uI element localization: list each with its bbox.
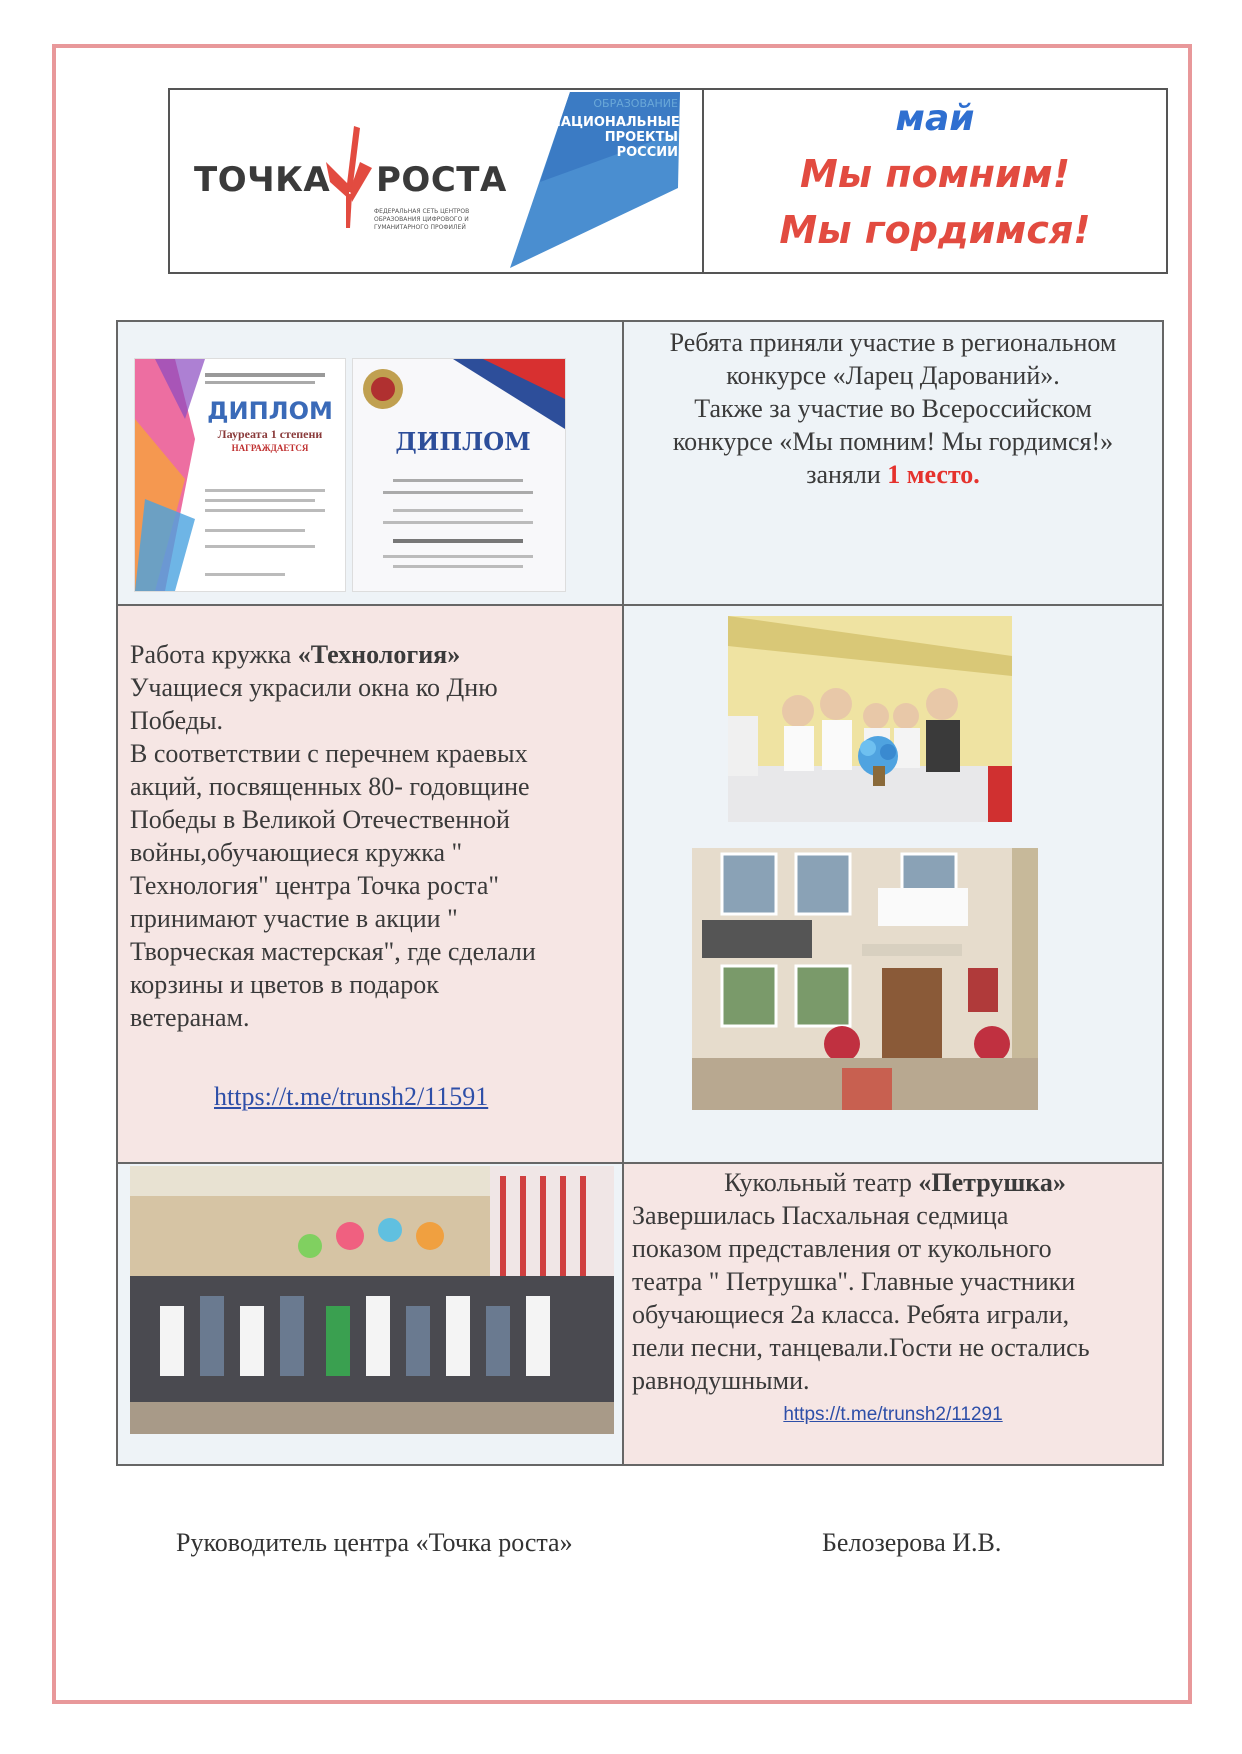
diploma-2-art-icon xyxy=(353,359,565,591)
technology-heading-prefix: Работа кружка xyxy=(130,640,298,669)
puppet-theatre-group-photo xyxy=(130,1166,614,1434)
puppet-heading-prefix: Кукольный театр xyxy=(724,1168,919,1197)
puppet-line: театра " Петрушка". Главные участники xyxy=(632,1267,1076,1296)
tochka-rosta-mark-icon xyxy=(320,122,380,232)
np-line: РОССИИ xyxy=(616,145,678,160)
technology-line: Технология" центра Точка роста" xyxy=(130,871,500,900)
motto-line-1: Мы помним! xyxy=(799,152,1071,196)
logo-word-right: РОСТА xyxy=(376,160,507,200)
technology-line: принимают участие в акции " xyxy=(130,904,458,933)
diploma-1-title: ДИПЛОМ xyxy=(207,397,333,425)
technology-line: Победы. xyxy=(130,706,224,735)
puppet-theatre-group-scene-icon xyxy=(130,1166,614,1434)
puppet-line: показом представления от кукольного xyxy=(632,1234,1052,1263)
puppet-line: пели песни, танцевали.Гости не остались xyxy=(632,1333,1090,1362)
logo-word-left: ТОЧКА xyxy=(194,160,331,200)
contest-text-cell xyxy=(624,322,1162,604)
technology-heading-bold: «Технология» xyxy=(297,640,461,669)
technology-heading xyxy=(130,638,616,671)
header-title-block xyxy=(704,90,1166,272)
diploma-2-image xyxy=(352,358,566,592)
np-line: ПРОЕКТЫ xyxy=(604,130,678,145)
motto-line-2: Мы гордимся! xyxy=(779,208,1091,252)
contest-place-prefix: заняли xyxy=(806,460,888,489)
children-craft-photo xyxy=(728,616,1012,822)
puppet-photo-cell xyxy=(118,1164,622,1464)
diploma-1-subtitle: Лауреата 1 степени xyxy=(217,427,323,441)
school-building-scene-icon xyxy=(692,848,1038,1110)
diploma-1-image xyxy=(134,358,346,592)
technology-text xyxy=(130,638,616,1034)
technology-line: войны,обучающиеся кружка " xyxy=(130,838,463,867)
puppet-heading xyxy=(632,1166,1158,1199)
national-projects-text xyxy=(550,96,678,160)
contest-line: конкурсе «Мы помним! Мы гордимся!» xyxy=(672,427,1114,456)
grid-row-divider xyxy=(118,604,1162,606)
content-grid xyxy=(116,320,1164,1466)
technology-line: Творческая мастерская", где сделали xyxy=(130,937,536,966)
contest-line xyxy=(624,458,1162,491)
contest-line: конкурсе «Ларец Дарований». xyxy=(726,361,1060,390)
technology-photos-cell xyxy=(624,606,1162,1162)
school-building-photo xyxy=(692,848,1038,1110)
puppet-heading-bold: «Петрушка» xyxy=(918,1168,1066,1197)
puppet-link[interactable]: https://t.me/trunsh2/11291 xyxy=(783,1404,1003,1425)
technology-line: корзины и цветов в подарок xyxy=(130,970,439,999)
np-top-label: ОБРАЗОВАНИЕ xyxy=(593,97,678,110)
diploma-1-art-icon xyxy=(135,359,345,591)
contest-line: Ребята приняли участие в региональном xyxy=(669,328,1117,357)
children-craft-scene-icon xyxy=(728,616,1012,822)
header-logos xyxy=(170,90,704,272)
technology-line: Победы в Великой Отечественной xyxy=(130,805,510,834)
diploma-2-title: ДИПЛОМ xyxy=(395,427,531,456)
technology-link[interactable]: https://t.me/trunsh2/11591 xyxy=(214,1082,489,1111)
puppet-line: обучающиеся 2а класса. Ребята играли, xyxy=(632,1300,1070,1329)
puppet-line: Завершилась Пасхальная седмица xyxy=(632,1201,1009,1230)
technology-line: В соответствии с перечнем краевых xyxy=(130,739,528,768)
contest-place-highlight: 1 место. xyxy=(887,460,980,489)
technology-text-cell xyxy=(118,606,622,1162)
puppet-line: равнодушными. xyxy=(632,1366,810,1395)
technology-line: Учащиеся украсили окна ко Дню xyxy=(130,673,498,702)
footer-name: Белозерова И.В. xyxy=(822,1528,1002,1557)
diplomas-cell xyxy=(118,322,622,604)
logo-subtitle: ФЕДЕРАЛЬНАЯ СЕТЬ ЦЕНТРОВ ОБРАЗОВАНИЯ ЦИФРОВОГО И ГУМАНИТАРНОГО ПРОФИЛЕЙ xyxy=(374,208,470,231)
grid-row-divider xyxy=(118,1162,1162,1164)
contest-line: Также за участие во Всероссийском xyxy=(694,394,1092,423)
np-line: НАЦИОНАЛЬНЫЕ xyxy=(550,115,680,130)
month-label: май xyxy=(895,98,975,139)
diploma-1-tag: НАГРАЖДАЕТСЯ xyxy=(231,443,309,453)
header-banner xyxy=(168,88,1168,274)
technology-line: ветеранам. xyxy=(130,1003,250,1032)
puppet-text xyxy=(632,1166,1158,1397)
footer-role: Руководитель центра «Точка роста» xyxy=(176,1528,573,1557)
contest-text xyxy=(624,326,1162,491)
puppet-text-cell xyxy=(624,1164,1162,1464)
technology-line: акций, посвященных 80- годовщине xyxy=(130,772,530,801)
grid-vertical-divider xyxy=(622,322,624,1464)
